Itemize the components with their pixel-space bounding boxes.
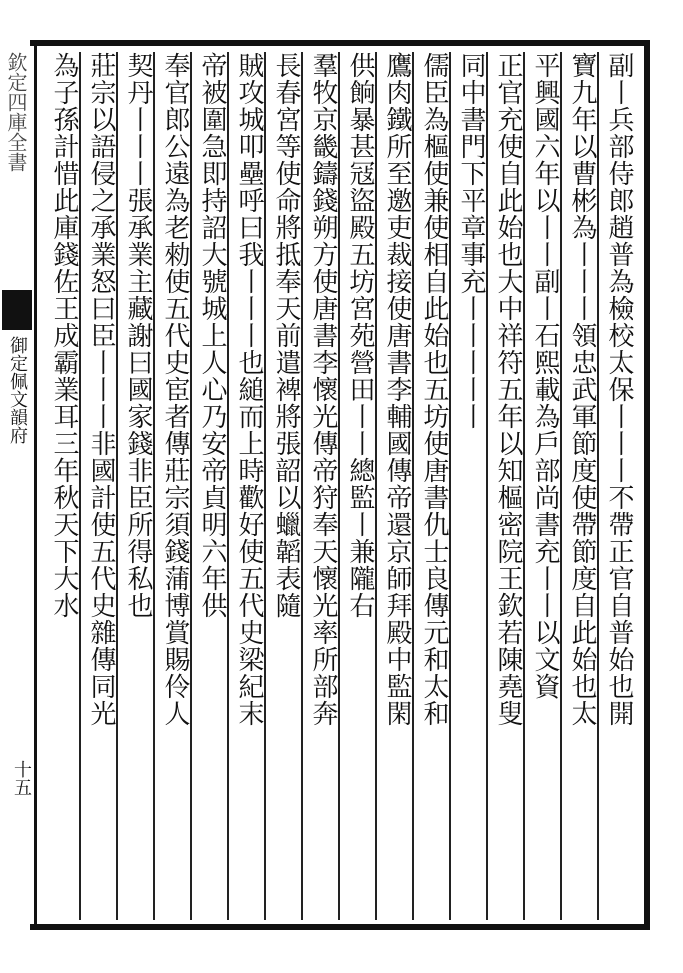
- column-rule: [116, 52, 118, 920]
- column-rule: [227, 52, 229, 920]
- text-column: 副丨兵部侍郎趙普為檢校太保丨丨丨不帶正官自普始也開: [604, 52, 634, 727]
- text-column: 鷹肉鐵所至邀吏裁接使唐書李輔國傳帝還京師拜殿中監閑: [382, 52, 412, 727]
- column-rule: [375, 52, 377, 920]
- text-column: 供餉暴甚冦盜殿五坊宮苑營田丨丨總監丨兼隴右: [345, 52, 375, 619]
- text-column: 儒臣為樞使兼使相自此始也五坊使唐書仇士良傳元和太和: [419, 52, 449, 727]
- text-column: 帝被圍急即持詔大號城上人心乃安帝貞明六年供: [197, 52, 227, 619]
- column-rule: [486, 52, 488, 920]
- column-rule: [449, 52, 451, 920]
- text-column: 寶九年以曹彬為丨丨丨領忠武軍節度使帶節度自此始也太: [567, 52, 597, 727]
- text-column: 賊攻城叩壘呼曰我丨丨丨也縋而上時歡好使五代史梁紀末: [234, 52, 264, 727]
- text-column: 奉官郎公遠為老勑使五代史宦者傳莊宗須錢蒲博賞賜伶人: [160, 52, 190, 727]
- text-column: 契丹丨丨丨張承業主藏謝曰國家錢非臣所得私也: [123, 52, 153, 619]
- text-column: 長春宮等使命將抵奉天前遣裨將張韶以蠟韜表隨: [271, 52, 301, 619]
- margin-header-text: 欽定四庫全書: [4, 52, 28, 172]
- column-rule: [597, 52, 599, 920]
- column-rule: [153, 52, 155, 920]
- book-title: 御定佩文韻府: [7, 336, 28, 444]
- column-rule: [560, 52, 562, 920]
- column-rule: [523, 52, 525, 920]
- column-rule: [301, 52, 303, 920]
- text-column: 莊宗以語侵之承業怒曰臣丨丨丨非國計使五代史雜傳同光: [86, 52, 116, 727]
- text-column: 平興國六年以丨丨副丨石熙載為戶部尚書充丨丨以文資: [530, 52, 560, 700]
- column-rule: [79, 52, 81, 920]
- margin-black-block: [2, 290, 32, 330]
- text-column: 為子孫計惜此庫錢佐王成霸業耳三年秋天下大水: [49, 52, 79, 619]
- text-column: 羣牧京畿鑄錢朔方使唐書李懷光傳帝狩奉天懷光率所部奔: [308, 52, 338, 727]
- text-column: 正官充使自此始也大中祥符五年以知樞密院王欽若陳堯叟: [493, 52, 523, 727]
- text-column: 同中書門下平章事充丨丨丨丨丨: [456, 52, 486, 430]
- column-rule: [264, 52, 266, 920]
- column-rule: [190, 52, 192, 920]
- column-rule: [412, 52, 414, 920]
- column-rule: [338, 52, 340, 920]
- page-number: 十五: [11, 760, 32, 796]
